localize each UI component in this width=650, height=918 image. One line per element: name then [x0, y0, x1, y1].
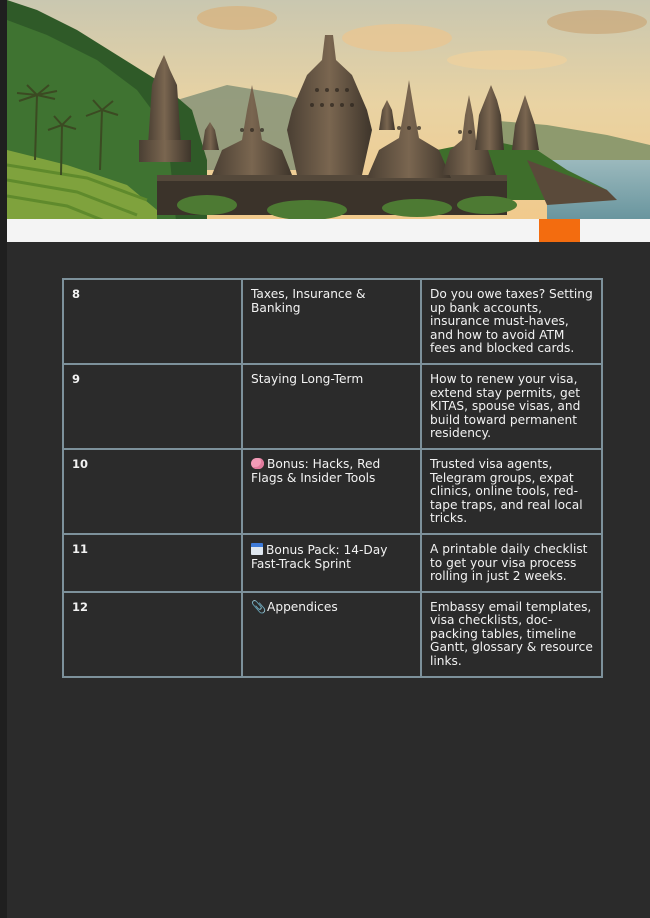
chapter-title-text: Bonus: Hacks, Red Flags & Insider Tools: [251, 456, 381, 485]
table-of-contents: [62, 278, 603, 678]
table-row: [63, 279, 602, 364]
chapter-title-text: Bonus Pack: 14-Day Fast-Track Sprint: [251, 542, 388, 571]
chapter-description: How to renew your visa, extend stay permits, get KITAS, spouse visas, and build toward permanent residency.: [421, 364, 602, 449]
chapter-title: [242, 279, 421, 364]
chapter-number: 8: [63, 279, 242, 364]
table-row: [63, 449, 602, 534]
chapter-title-text: Staying Long-Term: [251, 371, 364, 386]
chapter-title-text: Taxes, Insurance & Banking: [251, 287, 366, 315]
temple-landscape-image: [7, 0, 650, 231]
chapter-number: 11: [63, 534, 242, 592]
banner-image: [7, 0, 650, 231]
table-row: [63, 592, 602, 677]
table-row: [63, 364, 602, 449]
paperclip-icon: 📎: [251, 599, 267, 614]
chapter-number: 10: [63, 449, 242, 534]
chapter-number: 9: [63, 364, 242, 449]
chapter-title-text: Appendices: [267, 599, 338, 614]
chapter-description: Trusted visa agents, Telegram groups, expat clinics, online tools, red-tape traps, and real local tricks.: [421, 449, 602, 534]
brain-icon: [251, 458, 264, 469]
chapter-title: [242, 592, 421, 677]
chapter-title: [242, 534, 421, 592]
accent-block: [539, 219, 580, 242]
chapter-title: [242, 449, 421, 534]
chapter-description: A printable daily checklist to get your visa process rolling in just 2 weeks.: [421, 534, 602, 592]
chapter-title: [242, 364, 421, 449]
chapter-number: 12: [63, 592, 242, 677]
document-page: [7, 0, 650, 918]
table-row: [63, 534, 602, 592]
chapter-description: Do you owe taxes? Setting up bank accounts, insurance must-haves, and how to avoid ATM fees and blocked cards.: [421, 279, 602, 364]
chapter-description: Embassy email templates, visa checklists, doc-packing tables, timeline Gantt, glossary & resource links.: [421, 592, 602, 677]
calendar-icon: [251, 543, 263, 555]
